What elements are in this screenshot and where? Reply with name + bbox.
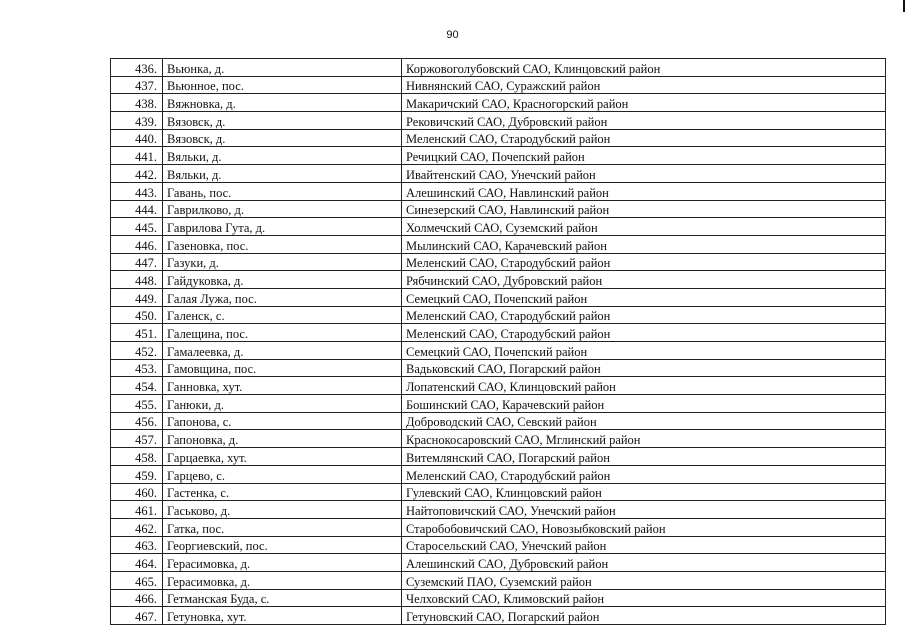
district-name: Меленский САО, Стародубский район — [402, 306, 886, 324]
table-row — [111, 112, 886, 130]
row-number: 442. — [111, 165, 163, 183]
district-name: Рябчинский САО, Дубровский район — [402, 271, 886, 289]
row-number: 440. — [111, 129, 163, 147]
row-number: 445. — [111, 218, 163, 236]
row-number: 449. — [111, 288, 163, 306]
district-name: Меленский САО, Стародубский район — [402, 253, 886, 271]
table-row — [111, 359, 886, 377]
settlement-name: Вяжновка, д. — [163, 94, 402, 112]
row-number: 458. — [111, 448, 163, 466]
settlements-table — [110, 58, 886, 625]
settlement-name: Гайдуковка, д. — [163, 271, 402, 289]
table-row — [111, 518, 886, 536]
settlement-name: Гетуновка, хут. — [163, 607, 402, 625]
district-name: Краснокосаровский САО, Мглинский район — [402, 430, 886, 448]
district-name: Доброводский САО, Севский район — [402, 412, 886, 430]
row-number: 463. — [111, 536, 163, 554]
district-name: Бошинский САО, Карачевский район — [402, 395, 886, 413]
table-row — [111, 218, 886, 236]
row-number: 457. — [111, 430, 163, 448]
row-number: 464. — [111, 554, 163, 572]
settlement-name: Гавань, пос. — [163, 182, 402, 200]
row-number: 466. — [111, 589, 163, 607]
table-row — [111, 448, 886, 466]
district-name: Старосельский САО, Унечский район — [402, 536, 886, 554]
table-row — [111, 94, 886, 112]
settlement-name: Герасимовка, д. — [163, 571, 402, 589]
table-row — [111, 377, 886, 395]
district-name: Ивайтенский САО, Унечский район — [402, 165, 886, 183]
settlement-name: Гаврилова Гута, д. — [163, 218, 402, 236]
row-number: 448. — [111, 271, 163, 289]
row-number: 465. — [111, 571, 163, 589]
row-number: 436. — [111, 59, 163, 77]
row-number: 456. — [111, 412, 163, 430]
row-number: 438. — [111, 94, 163, 112]
settlement-name: Вяльки, д. — [163, 165, 402, 183]
row-number: 441. — [111, 147, 163, 165]
settlement-name: Гаськово, д. — [163, 501, 402, 519]
district-name: Семецкий САО, Почепский район — [402, 342, 886, 360]
district-name: Мылинский САО, Карачевский район — [402, 235, 886, 253]
table-row — [111, 253, 886, 271]
table-row — [111, 59, 886, 77]
district-name: Суземский ПАО, Суземский район — [402, 571, 886, 589]
table-row — [111, 288, 886, 306]
table-row — [111, 306, 886, 324]
table-row — [111, 147, 886, 165]
settlement-name: Гамовщина, пос. — [163, 359, 402, 377]
row-number: 462. — [111, 518, 163, 536]
table-row — [111, 324, 886, 342]
row-number: 460. — [111, 483, 163, 501]
settlement-name: Георгиевский, пос. — [163, 536, 402, 554]
table-row — [111, 483, 886, 501]
district-name: Лопатенский САО, Клинцовский район — [402, 377, 886, 395]
settlement-name: Вяльки, д. — [163, 147, 402, 165]
row-number: 450. — [111, 306, 163, 324]
district-name: Синезерский САО, Навлинский район — [402, 200, 886, 218]
row-number: 444. — [111, 200, 163, 218]
district-name: Меленский САО, Стародубский район — [402, 129, 886, 147]
row-number: 459. — [111, 465, 163, 483]
settlement-name: Гатка, пос. — [163, 518, 402, 536]
table-row — [111, 554, 886, 572]
district-name: Старобобовичский САО, Новозыбковский район — [402, 518, 886, 536]
district-name: Рековичский САО, Дубровский район — [402, 112, 886, 130]
district-name: Речицкий САО, Почепский район — [402, 147, 886, 165]
row-number: 437. — [111, 76, 163, 94]
district-name: Вадьковский САО, Погарский район — [402, 359, 886, 377]
settlement-name: Галая Лужа, пос. — [163, 288, 402, 306]
district-name: Найтоповичский САО, Унечский район — [402, 501, 886, 519]
settlements-table-body — [111, 59, 886, 625]
row-number: 452. — [111, 342, 163, 360]
settlement-name: Гастенка, с. — [163, 483, 402, 501]
table-row — [111, 430, 886, 448]
table-row — [111, 200, 886, 218]
settlement-name: Газуки, д. — [163, 253, 402, 271]
district-name: Алешинский САО, Дубровский район — [402, 554, 886, 572]
district-name: Меленский САО, Стародубский район — [402, 324, 886, 342]
district-name: Гетуновский САО, Погарский район — [402, 607, 886, 625]
table-row — [111, 182, 886, 200]
settlement-name: Вязовск, д. — [163, 112, 402, 130]
row-number: 454. — [111, 377, 163, 395]
settlement-name: Гамалеевка, д. — [163, 342, 402, 360]
settlement-name: Ганновка, хут. — [163, 377, 402, 395]
district-name: Холмечский САО, Суземский район — [402, 218, 886, 236]
row-number: 439. — [111, 112, 163, 130]
row-number: 455. — [111, 395, 163, 413]
table-row — [111, 607, 886, 625]
settlement-name: Ганюки, д. — [163, 395, 402, 413]
row-number: 451. — [111, 324, 163, 342]
table-row — [111, 536, 886, 554]
district-name: Гулевский САО, Клинцовский район — [402, 483, 886, 501]
district-name: Алешинский САО, Навлинский район — [402, 182, 886, 200]
district-name: Витемлянский САО, Погарский район — [402, 448, 886, 466]
district-name: Нивнянский САО, Суражский район — [402, 76, 886, 94]
row-number: 447. — [111, 253, 163, 271]
row-number: 461. — [111, 501, 163, 519]
table-row — [111, 571, 886, 589]
table-row — [111, 501, 886, 519]
district-name: Коржовоголубовский САО, Клинцовский район — [402, 59, 886, 77]
settlement-name: Вьюнное, пос. — [163, 76, 402, 94]
district-name: Челховский САО, Климовский район — [402, 589, 886, 607]
settlement-name: Гапонова, с. — [163, 412, 402, 430]
row-number: 453. — [111, 359, 163, 377]
table-row — [111, 395, 886, 413]
table-row — [111, 589, 886, 607]
settlement-name: Гарцево, с. — [163, 465, 402, 483]
table-row — [111, 165, 886, 183]
settlement-name: Галенск, с. — [163, 306, 402, 324]
district-name: Макаричский САО, Красногорский район — [402, 94, 886, 112]
row-number: 446. — [111, 235, 163, 253]
row-number: 467. — [111, 607, 163, 625]
settlement-name: Вьюнка, д. — [163, 59, 402, 77]
table-row — [111, 235, 886, 253]
settlement-name: Галещина, пос. — [163, 324, 402, 342]
table-row — [111, 465, 886, 483]
table-row — [111, 129, 886, 147]
settlement-name: Газеновка, пос. — [163, 235, 402, 253]
settlement-name: Гетманская Буда, с. — [163, 589, 402, 607]
settlement-name: Герасимовка, д. — [163, 554, 402, 572]
table-row — [111, 342, 886, 360]
page-number: 90 — [446, 29, 459, 41]
district-name: Семецкий САО, Почепский район — [402, 288, 886, 306]
table-row — [111, 412, 886, 430]
settlement-name: Гарцаевка, хут. — [163, 448, 402, 466]
settlement-name: Вязовск, д. — [163, 129, 402, 147]
row-number: 443. — [111, 182, 163, 200]
settlement-name: Гапоновка, д. — [163, 430, 402, 448]
table-row — [111, 271, 886, 289]
district-name: Меленский САО, Стародубский район — [402, 465, 886, 483]
settlement-name: Гаврилково, д. — [163, 200, 402, 218]
table-row — [111, 76, 886, 94]
